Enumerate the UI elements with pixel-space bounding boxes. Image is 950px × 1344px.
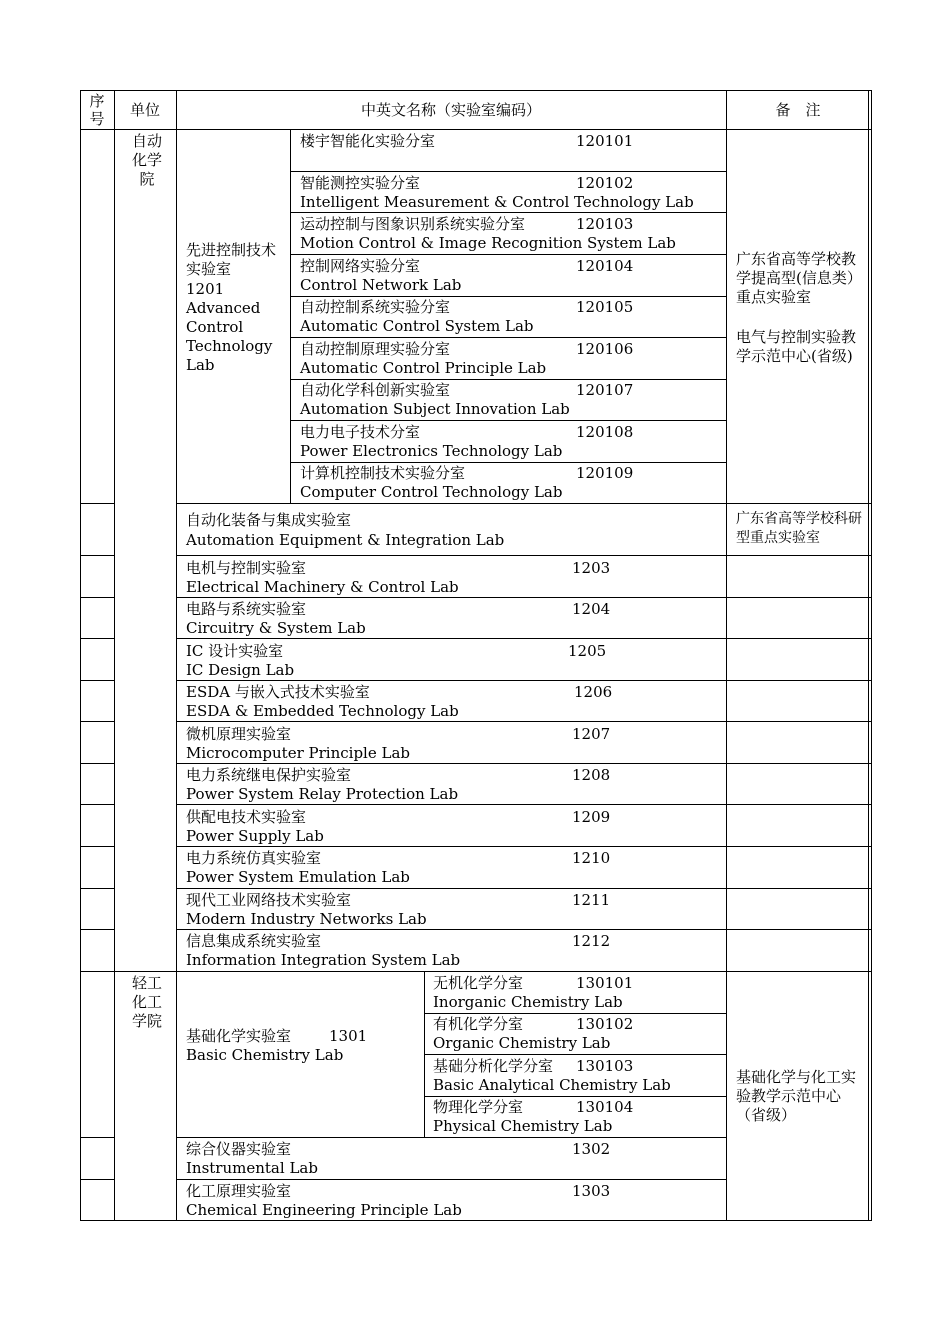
subroom-code: 120102: [576, 174, 634, 192]
row-line: [290, 254, 726, 255]
row-line: [176, 763, 872, 764]
row-line: [80, 846, 114, 847]
subroom-name-en: Computer Control Technology Lab: [300, 483, 563, 501]
row-line: [424, 1013, 726, 1014]
subroom-name-en: Intelligent Measurement & Control Technology Lab: [300, 193, 694, 211]
header-seq: 序号: [89, 92, 105, 128]
basic-chem-name-cn: 基础化学实验室: [186, 1027, 292, 1045]
lab-code: 1204: [572, 600, 611, 618]
row-line: [80, 503, 114, 504]
lab-code: 1209: [572, 808, 611, 826]
row-line: [80, 555, 114, 556]
subroom-name-en: Automatic Control Principle Lab: [300, 359, 547, 377]
subroom-name-cn: 智能测控实验分室: [300, 174, 421, 192]
lab-name-en: Power System Emulation Lab: [186, 868, 410, 886]
row-line: [176, 1179, 726, 1180]
row-line: [176, 846, 872, 847]
subroom-name-cn: 有机化学分室: [433, 1015, 524, 1033]
row-line: [176, 555, 872, 556]
row-line: [290, 296, 726, 297]
subroom-code: 120108: [576, 423, 634, 441]
header-name: 中英文名称（实验室编码）: [360, 101, 541, 119]
lab-code: 1212: [572, 932, 611, 950]
lab-name-en: Information Integration System Lab: [186, 951, 461, 969]
subroom-name-en: Power Electronics Technology Lab: [300, 442, 563, 460]
col-line-seq: [114, 90, 115, 1221]
subroom-name-en: Control Network Lab: [300, 276, 462, 294]
lab-code: 1210: [572, 849, 611, 867]
row-line: [176, 721, 872, 722]
row-line: [80, 638, 114, 639]
subroom-name-en: Organic Chemistry Lab: [433, 1034, 611, 1052]
row-line: [424, 1054, 726, 1055]
advanced-control-remark-1: 广东省高等学校教学提高型(信息类）重点实验室: [736, 250, 862, 306]
col-line-subroom: [290, 129, 291, 503]
advanced-control-name-cn: 先进控制技术实验室: [186, 241, 277, 278]
lab-name-cn: 电机与控制实验室: [186, 559, 307, 577]
lab-name-cn: 供配电技术实验室: [186, 808, 307, 826]
header-remark: 备 注: [775, 101, 821, 119]
lab-remark: 广东省高等学校科研型重点实验室: [736, 511, 862, 546]
row-line: [290, 379, 726, 380]
subroom-code: 120104: [576, 257, 634, 275]
lab-name-cn: 信息集成系统实验室: [186, 932, 322, 950]
basic-chem-code: 1301: [329, 1027, 368, 1045]
row-line: [424, 1096, 726, 1097]
row-line: [176, 680, 872, 681]
college-chemistry: 轻工化工学院: [131, 974, 162, 1030]
lab-code: 1207: [572, 725, 611, 743]
row-line: [80, 929, 114, 930]
college-divider: [80, 971, 872, 972]
lab-name-cn: 电力系统继电保护实验室: [186, 766, 352, 784]
row-line: [80, 804, 114, 805]
subroom-name-cn: 楼宇智能化实验分室: [300, 132, 436, 150]
subroom-name-cn: 计算机控制技术实验分室: [300, 464, 466, 482]
lab-name-cn: 化工原理实验室: [186, 1182, 292, 1200]
lab-name-en: Automation Equipment & Integration Lab: [186, 531, 505, 549]
subroom-name-cn: 无机化学分室: [433, 974, 524, 992]
advanced-control-code: 1201: [186, 280, 225, 298]
lab-name-en: Electrical Machinery & Control Lab: [186, 578, 459, 596]
lab-name-en: Circuitry & System Lab: [186, 619, 366, 637]
row-line: [80, 763, 114, 764]
row-line: [290, 420, 726, 421]
subroom-name-cn: 控制网络实验分室: [300, 257, 421, 275]
subroom-code: 120103: [576, 215, 634, 233]
row-line: [176, 597, 872, 598]
subroom-code: 120105: [576, 298, 634, 316]
header-divider: [80, 129, 872, 130]
college-automation: 自动化学院: [131, 132, 162, 188]
basic-chem-name-en: Basic Chemistry Lab: [186, 1046, 344, 1064]
basic-chem-remark: 基础化学与化工实验教学示范中心（省级）: [736, 1068, 857, 1124]
row-line: [176, 888, 872, 889]
row-line: [290, 462, 726, 463]
row-line: [80, 597, 114, 598]
lab-name-en: Modern Industry Networks Lab: [186, 910, 427, 928]
subroom-code: 120107: [576, 381, 634, 399]
lab-code: 1206: [574, 683, 613, 701]
subroom-code: 120106: [576, 340, 634, 358]
lab-name-cn: IC 设计实验室: [186, 642, 284, 660]
row-line: [290, 212, 726, 213]
subroom-name-cn: 电力电子技术分室: [300, 423, 421, 441]
lab-code: 1302: [572, 1140, 611, 1158]
row-line: [80, 888, 114, 889]
lab-code: 1303: [572, 1182, 611, 1200]
row-line: [80, 721, 114, 722]
lab-name-cn: 电力系统仿真实验室: [186, 849, 322, 867]
row-line: [176, 929, 872, 930]
subroom-name-en: Basic Analytical Chemistry Lab: [433, 1076, 671, 1094]
lab-name-en: Power System Relay Protection Lab: [186, 785, 459, 803]
header-unit: 单位: [129, 101, 160, 119]
lab-name-en: Power Supply Lab: [186, 827, 324, 845]
row-line: [80, 1137, 114, 1138]
advanced-control-name-en: Advanced Control Technology Lab: [186, 299, 273, 374]
lab-name-en: IC Design Lab: [186, 661, 295, 679]
row-line: [290, 337, 726, 338]
subroom-name-cn: 自动控制系统实验分室: [300, 298, 451, 316]
lab-name-cn: 自动化装备与集成实验室: [186, 511, 352, 529]
lab-name-cn: 现代工业网络技术实验室: [186, 891, 352, 909]
subroom-name-cn: 物理化学分室: [433, 1098, 524, 1116]
lab-code: 1208: [572, 766, 611, 784]
table-right-edge: [868, 90, 869, 1221]
lab-name-en: Microcomputer Principle Lab: [186, 744, 410, 762]
col-line-unit: [176, 90, 177, 1221]
subroom-name-en: Automation Subject Innovation Lab: [300, 400, 570, 418]
subroom-name-en: Inorganic Chemistry Lab: [433, 993, 623, 1011]
row-line: [176, 638, 872, 639]
lab-name-cn: 微机原理实验室: [186, 725, 292, 743]
lab-name-cn: ESDA 与嵌入式技术实验室: [186, 683, 370, 701]
subroom-name-cn: 运动控制与图象识别系统实验分室: [300, 215, 526, 233]
row-line: [176, 804, 872, 805]
col-line-remark: [726, 90, 727, 1221]
lab-name-en: Instrumental Lab: [186, 1159, 318, 1177]
subroom-code: 120101: [576, 132, 634, 150]
lab-name-cn: 综合仪器实验室: [186, 1140, 292, 1158]
lab-code: 1211: [572, 891, 611, 909]
row-line: [80, 1179, 114, 1180]
subroom-code: 130103: [576, 1057, 634, 1075]
row-line: [176, 1137, 726, 1138]
lab-name-en: Chemical Engineering Principle Lab: [186, 1201, 462, 1219]
subroom-name-cn: 自动化学科创新实验室: [300, 381, 451, 399]
row-line: [290, 171, 726, 172]
subroom-code: 130104: [576, 1098, 634, 1116]
lab-code: 1203: [572, 559, 611, 577]
subroom-name-cn: 自动控制原理实验分室: [300, 340, 451, 358]
subroom-name-en: Motion Control & Image Recognition System Lab: [300, 234, 676, 252]
lab-name-en: ESDA & Embedded Technology Lab: [186, 702, 459, 720]
lab-code: 1205: [568, 642, 607, 660]
row-line: [80, 680, 114, 681]
lab-name-cn: 电路与系统实验室: [186, 600, 307, 618]
subroom-code: 130101: [576, 974, 634, 992]
subroom-code: 120109: [576, 464, 634, 482]
subroom-code: 130102: [576, 1015, 634, 1033]
subroom-name-en: Physical Chemistry Lab: [433, 1117, 613, 1135]
subroom-name-en: Automatic Control System Lab: [300, 317, 534, 335]
row-line: [176, 503, 872, 504]
subroom-name-cn: 基础分析化学分室: [433, 1057, 554, 1075]
advanced-control-remark-2: 电气与控制实验教学示范中心(省级): [736, 328, 857, 365]
